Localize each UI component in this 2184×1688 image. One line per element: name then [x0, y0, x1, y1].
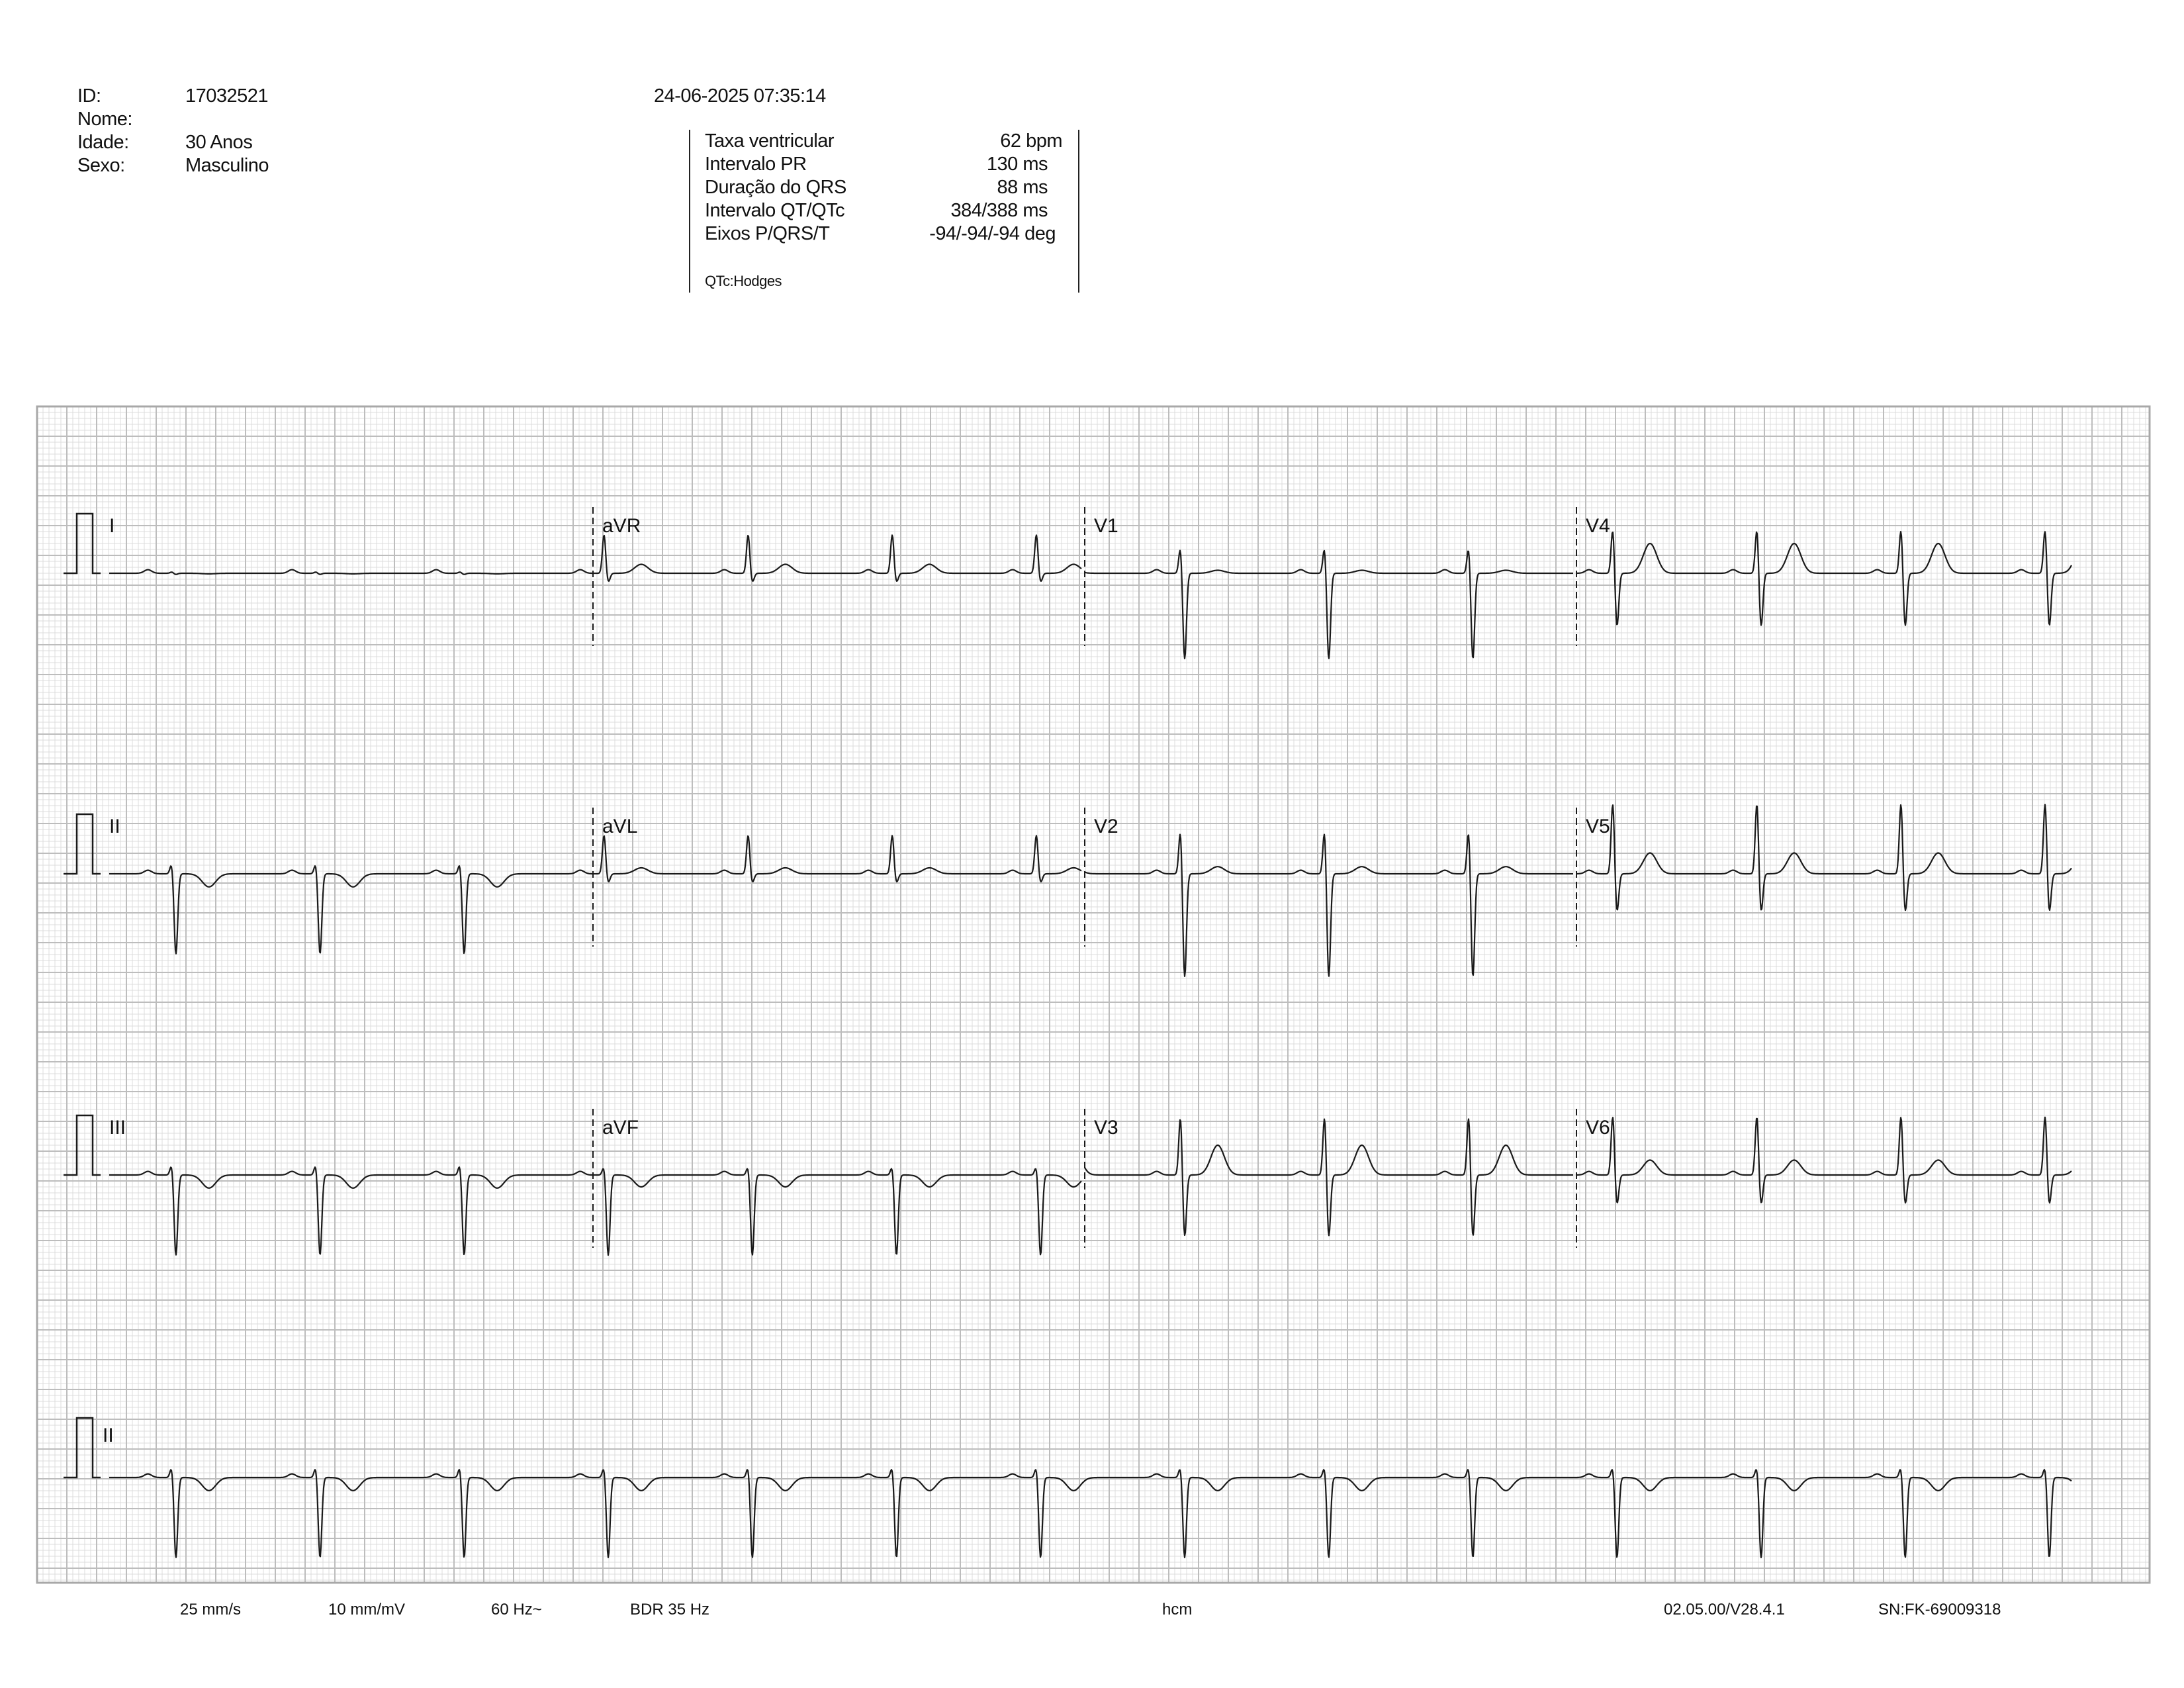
mains-filter: 60 Hz~: [491, 1601, 542, 1618]
id-label: ID:: [77, 85, 101, 107]
measurement-value: 130 ms: [986, 154, 1048, 175]
grid-major-lines: [37, 406, 2150, 1583]
lead-label: V3: [1094, 1117, 1118, 1139]
ecg-grid: [37, 406, 2150, 1583]
trace-I: [109, 570, 594, 575]
bdr-filter: BDR 35 Hz: [630, 1601, 710, 1618]
lead-label: I: [109, 515, 115, 537]
measurement-name: Duração do QRS: [705, 177, 846, 198]
grid-minor-lines: [37, 406, 2150, 1583]
measurement-value: 384/388 ms: [950, 200, 1048, 221]
grid-border: [37, 406, 2150, 1583]
age-value: 30 Anos: [185, 132, 253, 153]
diagnosis-code: hcm: [1162, 1601, 1193, 1618]
software-version: 02.05.00/V28.4.1: [1664, 1601, 1785, 1618]
trace-V1: [1085, 551, 1573, 659]
name-label: Nome:: [77, 109, 132, 130]
sex-label: Sexo:: [77, 155, 125, 176]
measurement-value: -94/-94/-94 deg: [929, 223, 1056, 244]
qtc-method: QTc:Hodges: [705, 273, 782, 289]
trace-V2: [1085, 835, 1573, 976]
lead-label: II: [103, 1425, 114, 1446]
lead-label: III: [109, 1117, 126, 1139]
lead-label: V4: [1586, 515, 1610, 537]
sex-value: Masculino: [185, 155, 269, 176]
id-value: 17032521: [185, 85, 269, 107]
trace-V3: [1085, 1119, 1573, 1236]
lead-label: V5: [1586, 816, 1610, 837]
gain-setting: 10 mm/mV: [328, 1601, 406, 1618]
lead-label: II: [109, 816, 120, 837]
lead-label: V6: [1586, 1117, 1610, 1139]
serial-number: SN:FK-69009318: [1878, 1601, 2001, 1618]
measurement-name: Intervalo QT/QTc: [705, 200, 845, 221]
measurement-value: 88 ms: [997, 177, 1048, 198]
lead-label: aVR: [602, 515, 641, 537]
trace-II: [109, 866, 594, 954]
measurement-name: Taxa ventricular: [705, 130, 835, 152]
lead-label: aVF: [602, 1117, 639, 1139]
record-datetime: 24-06-2025 07:35:14: [654, 85, 826, 107]
calibration-pulse: [64, 1418, 101, 1477]
measurement-value: 62 bpm: [1000, 130, 1062, 152]
paper-speed: 25 mm/s: [180, 1601, 242, 1618]
measurement-name: Intervalo PR: [705, 154, 807, 175]
lead-label: V2: [1094, 816, 1118, 837]
age-label: Idade:: [77, 132, 129, 153]
lead-label: V1: [1094, 515, 1118, 537]
lead-label: aVL: [602, 816, 638, 837]
measurement-name: Eixos P/QRS/T: [705, 223, 830, 244]
